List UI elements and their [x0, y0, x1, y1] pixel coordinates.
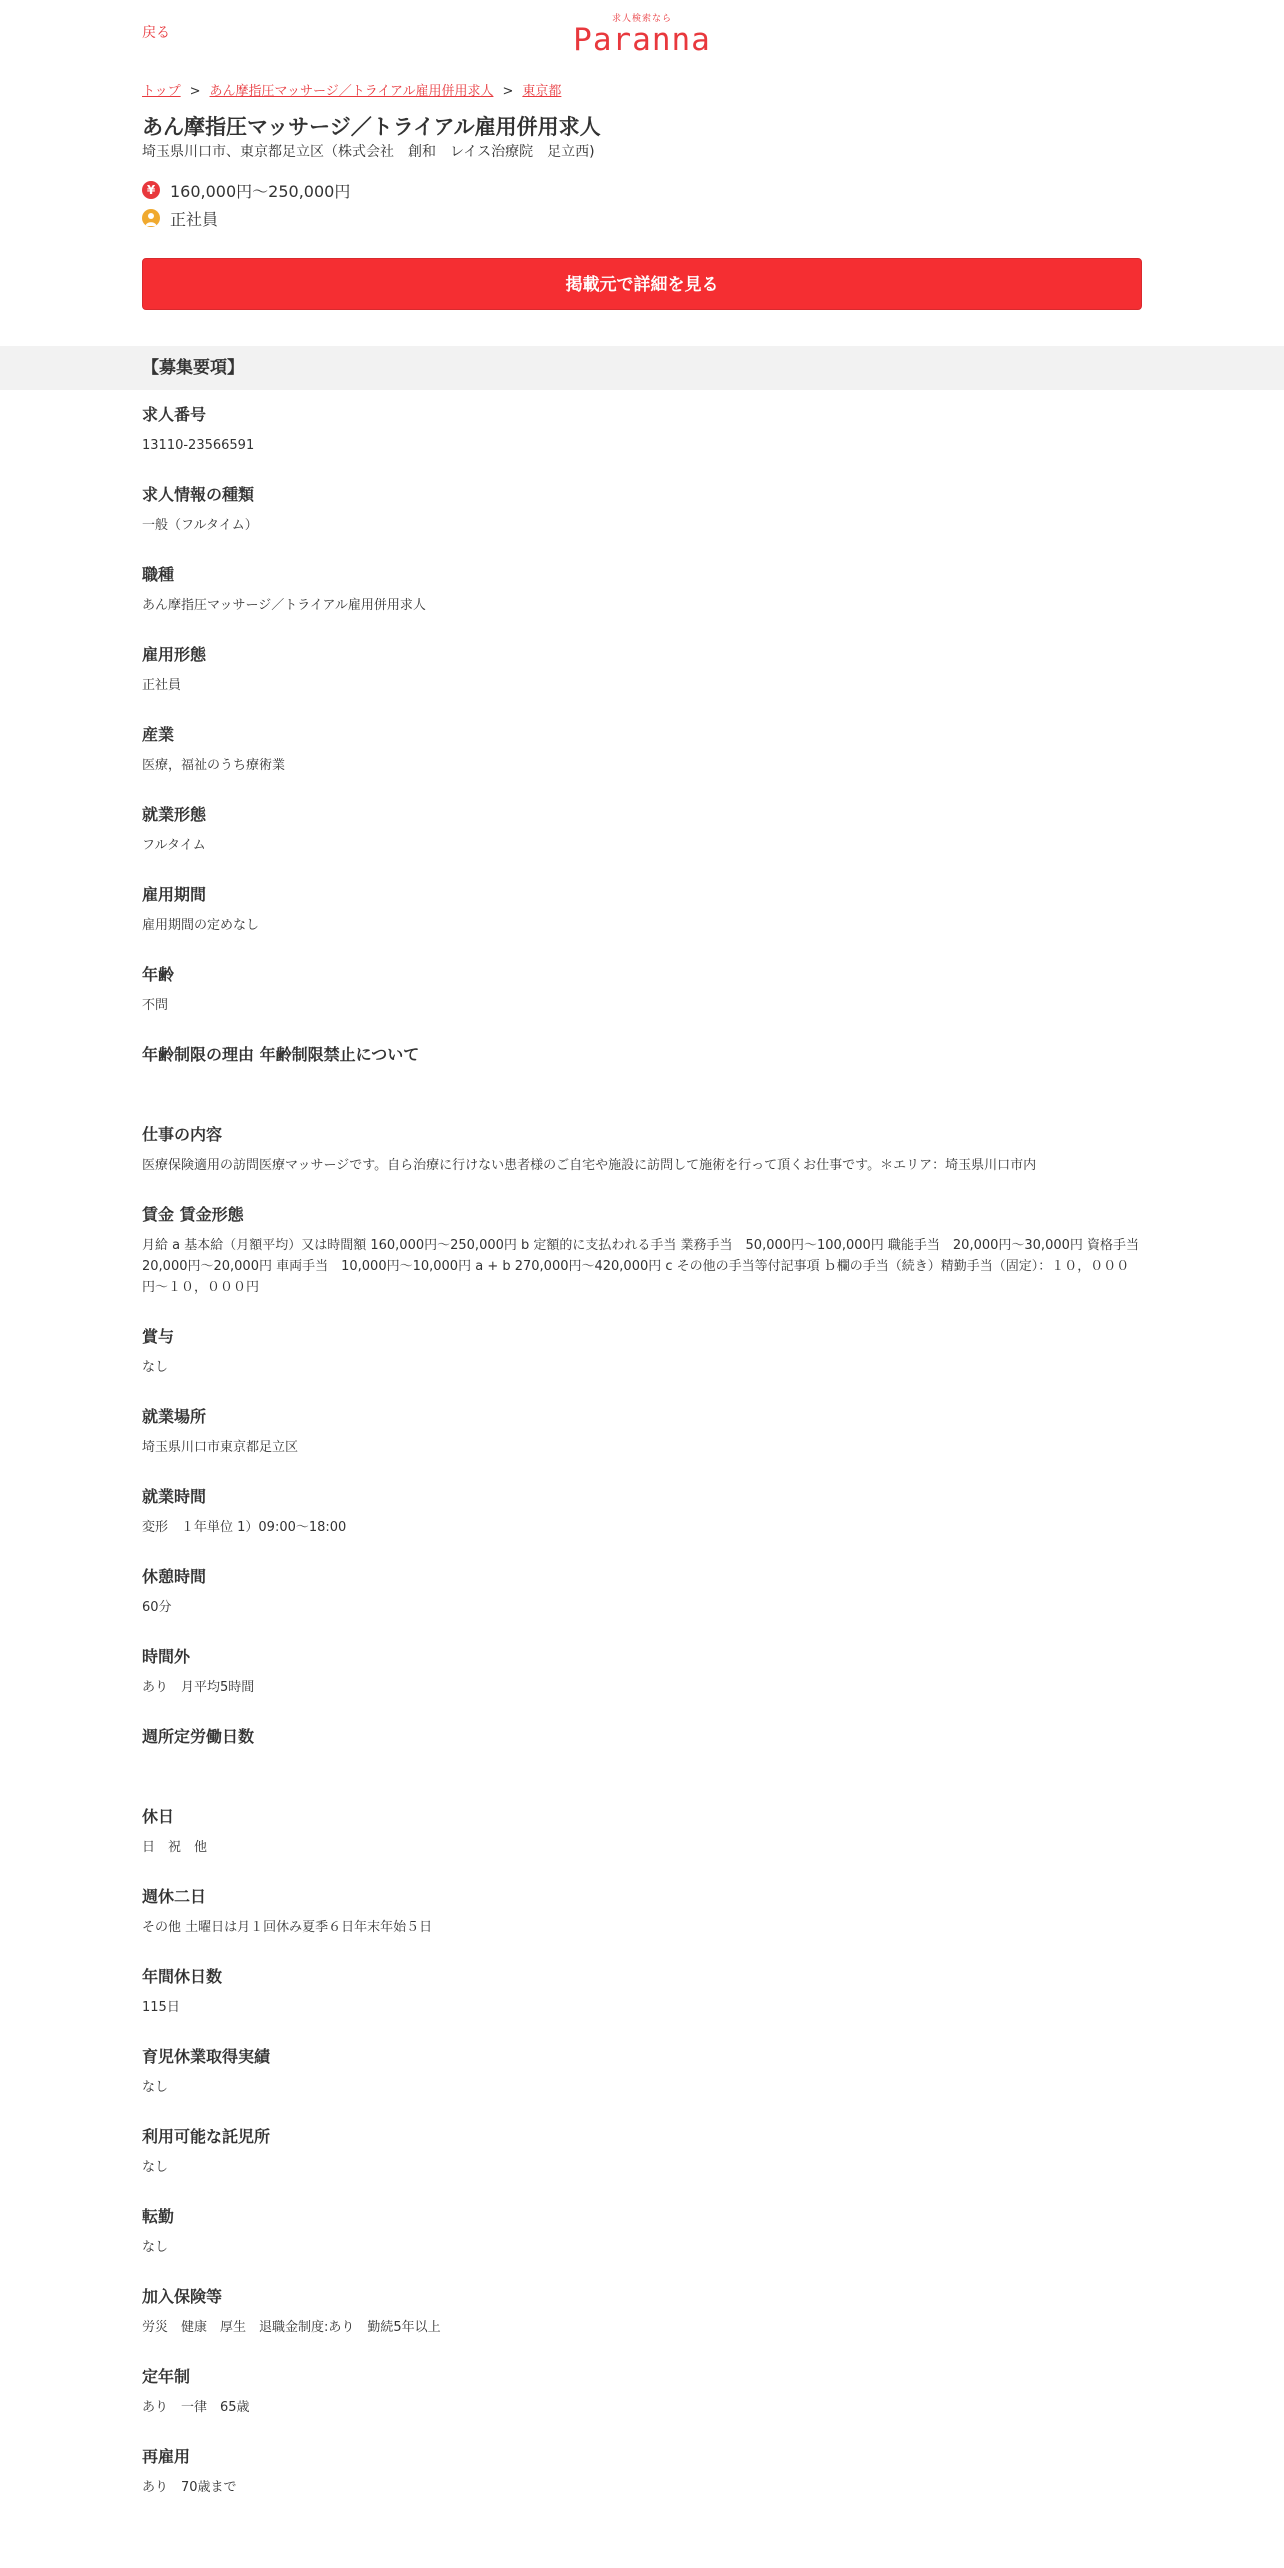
detail-item [142, 1204, 1153, 1298]
detail-item [142, 1886, 1142, 1938]
detail-item [142, 2366, 1142, 2418]
detail-value: なし [142, 2080, 169, 2095]
detail-item [142, 1406, 1142, 1458]
detail-item [142, 964, 1142, 1016]
detail-item [142, 2206, 1142, 2258]
detail-label: 加入保険等 [142, 2287, 223, 2306]
detail-item [142, 884, 1142, 936]
site-header [142, 0, 1142, 60]
detail-value: 埼玉県川口市東京都足立区 [142, 1440, 299, 1455]
detail-label: 就業時間 [142, 1487, 207, 1506]
detail-value: なし [142, 2160, 169, 2175]
detail-item [142, 1486, 1142, 1538]
detail-item [142, 564, 1142, 616]
detail-label: 賃金 賃金形態 [142, 1205, 244, 1224]
detail-value [142, 1757, 1142, 1778]
detail-label: 就業形態 [142, 805, 207, 824]
employment-type-row [142, 204, 1142, 232]
breadcrumb-separator: > [189, 84, 201, 99]
breadcrumb-link-job[interactable]: あん摩指圧マッサージ／トライアル雇用併用求人 [209, 84, 494, 99]
detail-value: 13110-23566591 [142, 438, 255, 453]
detail-value: 変形 １年単位 1）09:00～18:00 [142, 1520, 347, 1535]
detail-label: 休憩時間 [142, 1567, 207, 1586]
detail-label: 求人番号 [142, 405, 207, 424]
salary-row [142, 176, 1142, 204]
detail-value: 労災 健康 厚生 退職金制度:あり 勤続5年以上 [142, 2320, 441, 2335]
detail-value: なし [142, 1360, 169, 1375]
detail-value: あり 月平均5時間 [142, 1680, 255, 1695]
detail-label: 年齢制限の理由 年齢制限禁止について [142, 1045, 420, 1064]
breadcrumb-link-top[interactable]: トップ [142, 84, 181, 99]
breadcrumb-separator: > [502, 84, 514, 99]
breadcrumb [142, 82, 1142, 102]
detail-value: あり 一律 65歳 [142, 2400, 250, 2415]
detail-item [142, 404, 1142, 456]
section-title: 【募集要項】 [142, 358, 244, 378]
detail-label: 週休二日 [142, 1887, 207, 1906]
person-icon [142, 209, 160, 227]
detail-label: 雇用形態 [142, 645, 207, 664]
detail-value: 月給 a 基本給（月額平均）又は時間額 160,000円～250,000円 b 定額的に支払われる手当 業務手当 50,000円～100,000円 職能手当 20,000円～30,000円 資格手当 20,000円～20,000円 車両手当 10,000円～10,000円 a + b 270,000円～420,000円 c その他の手当等付記事項 ｂ欄の手当（続き）精勤手当（固定）：１０，０００円～１０，０００円 [142, 1238, 1153, 1295]
detail-label: 利用可能な託児所 [142, 2127, 271, 2146]
detail-value: 不問 [142, 998, 169, 1013]
detail-value [142, 1075, 1142, 1096]
detail-value: なし [142, 2240, 169, 2255]
detail-item [142, 1726, 1142, 1778]
detail-label: 賞与 [142, 1327, 175, 1346]
detail-value: 医療，福祉のうち療術業 [142, 758, 286, 773]
detail-item [142, 1124, 1142, 1176]
detail-label: 時間外 [142, 1647, 191, 1666]
detail-item [142, 1566, 1142, 1618]
breadcrumb-link-prefecture[interactable]: 東京都 [522, 84, 562, 99]
detail-item [142, 724, 1142, 776]
detail-value: 一般（フルタイム） [142, 518, 258, 533]
back-link[interactable]: 戻る [142, 25, 170, 41]
detail-label: 育児休業取得実績 [142, 2047, 271, 2066]
salary-text: 160,000円～250,000円 [170, 181, 351, 201]
detail-item [142, 804, 1142, 856]
logo-tagline: 求人検索なら [611, 14, 672, 24]
logo-text: Paranna [573, 22, 711, 58]
detail-label: 定年制 [142, 2367, 191, 2386]
detail-item [142, 1326, 1142, 1378]
detail-value: 115日 [142, 2000, 180, 2015]
detail-item [142, 1044, 1142, 1096]
detail-label: 仕事の内容 [142, 1125, 223, 1144]
detail-label: 週所定労働日数 [142, 1727, 255, 1746]
detail-item [142, 1966, 1142, 2018]
detail-value: 正社員 [142, 678, 182, 693]
detail-value: 60分 [142, 1600, 172, 1615]
detail-item [142, 484, 1142, 536]
detail-item [142, 2446, 1142, 2498]
detail-item [142, 2126, 1142, 2178]
detail-value: フルタイム [142, 838, 206, 853]
detail-value: あり 70歳まで [142, 2480, 237, 2495]
yen-icon: ¥ [142, 181, 160, 199]
section-header [0, 346, 1284, 390]
job-company: 埼玉県川口市、東京都足立区（株式会社 創和 レイス治療院 足立西) [142, 144, 595, 160]
detail-item [142, 2046, 1142, 2098]
detail-item [142, 1806, 1142, 1858]
view-source-button[interactable]: 掲載元で詳細を見る [142, 258, 1142, 310]
detail-label: 求人情報の種類 [142, 485, 255, 504]
detail-label: 産業 [142, 725, 175, 744]
detail-item [142, 1646, 1142, 1698]
site-logo[interactable] [572, 14, 712, 56]
job-title: あん摩指圧マッサージ／トライアル雇用併用求人 [142, 115, 601, 139]
detail-label: 就業場所 [142, 1407, 207, 1426]
detail-item [142, 2286, 1142, 2338]
detail-label: 転勤 [142, 2207, 175, 2226]
detail-value: 医療保険適用の訪問医療マッサージです。自ら治療に行けない患者様のご自宅や施設に訪問して施術を行って頂くお仕事です。＊エリア：埼玉県川口市内 [142, 1158, 1037, 1173]
detail-label: 雇用期間 [142, 885, 207, 904]
job-details-list [142, 390, 1153, 2498]
detail-label: 年齢 [142, 965, 175, 984]
detail-value: 雇用期間の定めなし [142, 918, 260, 933]
detail-label: 年間休日数 [142, 1967, 223, 1986]
detail-label: 休日 [142, 1807, 175, 1826]
detail-value: 日 祝 他 [142, 1840, 208, 1855]
detail-value: あん摩指圧マッサージ／トライアル雇用併用求人 [142, 598, 426, 613]
detail-label: 再雇用 [142, 2447, 191, 2466]
employment-type-text: 正社員 [170, 209, 219, 229]
job-meta [142, 176, 1142, 232]
detail-value: その他 土曜日は月１回休み夏季６日年末年始５日 [142, 1920, 433, 1935]
detail-label: 職種 [142, 565, 175, 584]
detail-item [142, 644, 1142, 696]
